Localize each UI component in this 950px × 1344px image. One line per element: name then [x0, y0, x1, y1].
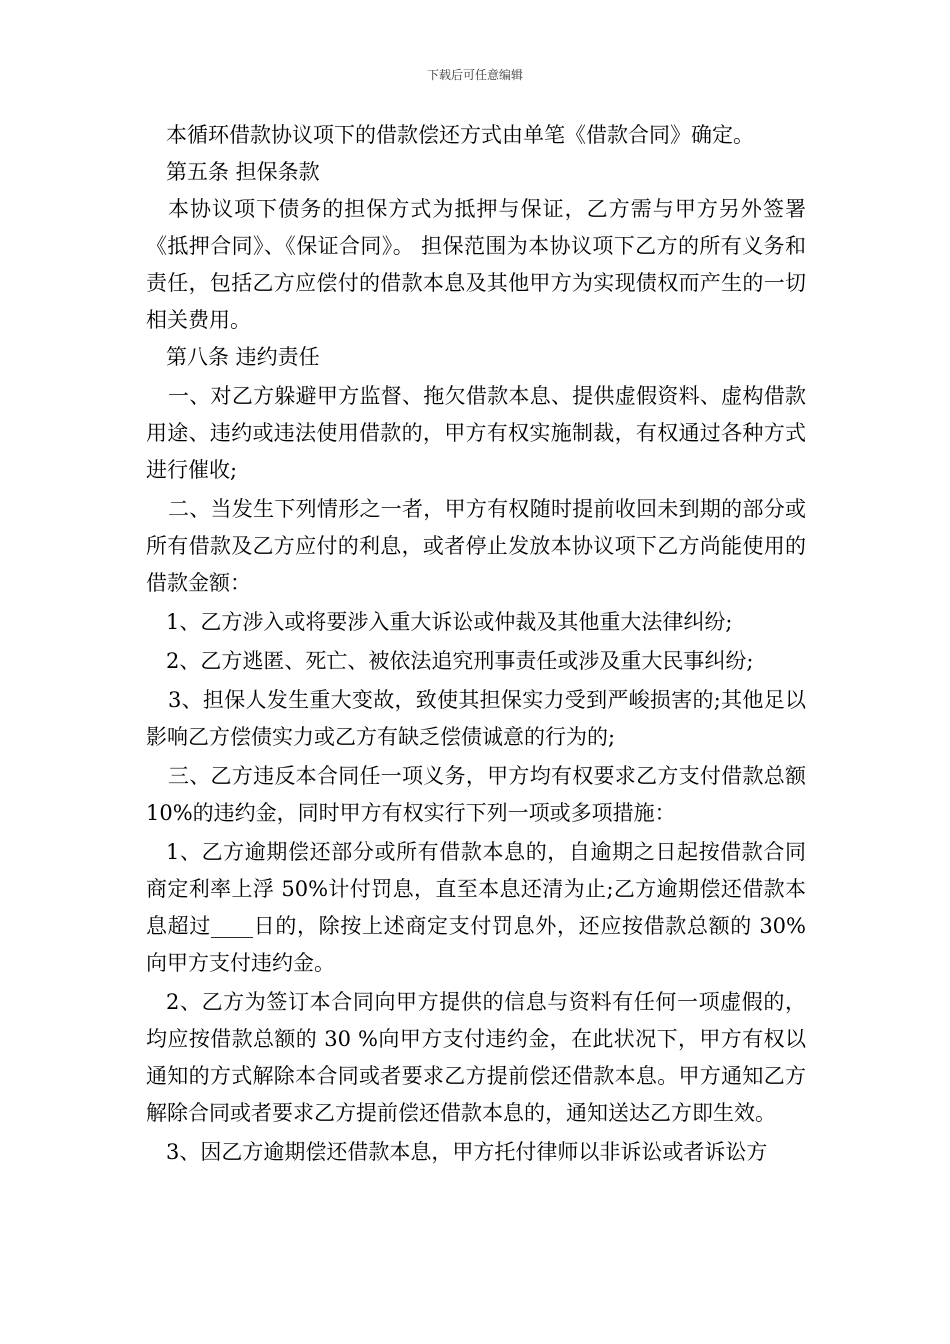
list-item-2: 2、乙方逃匿、死亡、被依法追究刑事责任或涉及重大民事纠纷; — [166, 649, 754, 673]
paragraph-breach-3: 三、乙方违反本合同任一项义务，甲方均有权要求乙方支付借款总额 10%的违约金，同时甲方有权实行下列一项或多项措施： — [146, 764, 806, 825]
measure-item-2: 2、乙方为签订本合同向甲方提供的信息与资料有任何一项虚假的，均应按借款总额的 30 %向甲方支付违约金，在此状况下，甲方有权以通知的方式解除本合同或者要求乙方提前偿还借款本息。甲方通知乙方解除合同或者要求乙方提前偿还借款本息的，通知送达乙方即生效。 — [146, 990, 806, 1125]
heading-article-5: 第五条 担保条款 — [166, 160, 320, 184]
measure-item-1: 1、乙方逾期偿还部分或所有借款本息的，自逾期之日起按借款合同商定利率上浮 50%计付罚息，直至本息还清为止;乙方逾期偿还借款本息超过____日的，除按上述商定支付罚息外，还应按借款总额的 30%向甲方支付违约金。 — [146, 840, 806, 975]
list-item-3: 3、担保人发生重大变故，致使其担保实力受到严峻损害的;其他足以影响乙方偿债实力或乙方有缺乏偿债诚意的行为的; — [146, 688, 806, 749]
paragraph-breach-2: 二、当发生下列情形之一者，甲方有权随时提前收回未到期的部分或所有借款及乙方应付的利息，或者停止发放本协议项下乙方尚能使用的借款金额： — [146, 497, 806, 595]
paragraph-guarantee: 本协议项下债务的担保方式为抵押与保证，乙方需与甲方另外签署《抵押合同》、《保证合同》。 担保范围为本协议项下乙方的所有义务和责任，包括乙方应偿付的借款本息及其他甲方为实现债权而产生的一切相关费用。 — [146, 197, 806, 332]
measure-item-3: 3、因乙方逾期偿还借款本息，甲方托付律师以非诉讼或者诉讼方 — [166, 1140, 768, 1164]
paragraph-repayment: 本循环借款协议项下的借款偿还方式由单笔《借款合同》确定。 — [166, 123, 754, 147]
paragraph-breach-1: 一、对乙方躲避甲方监督、拖欠借款本息、提供虚假资料、虚构借款用途、违约或违法使用借款的，甲方有权实施制裁，有权通过各种方式进行催收; — [146, 384, 806, 482]
heading-article-8: 第八条 违约责任 — [166, 345, 320, 369]
list-item-1: 1、乙方涉入或将要涉入重大诉讼或仲裁及其他重大法律纠纷; — [166, 610, 733, 634]
document-body — [146, 117, 806, 1171]
page-header: 下载后可任意编辑 — [426, 68, 523, 82]
